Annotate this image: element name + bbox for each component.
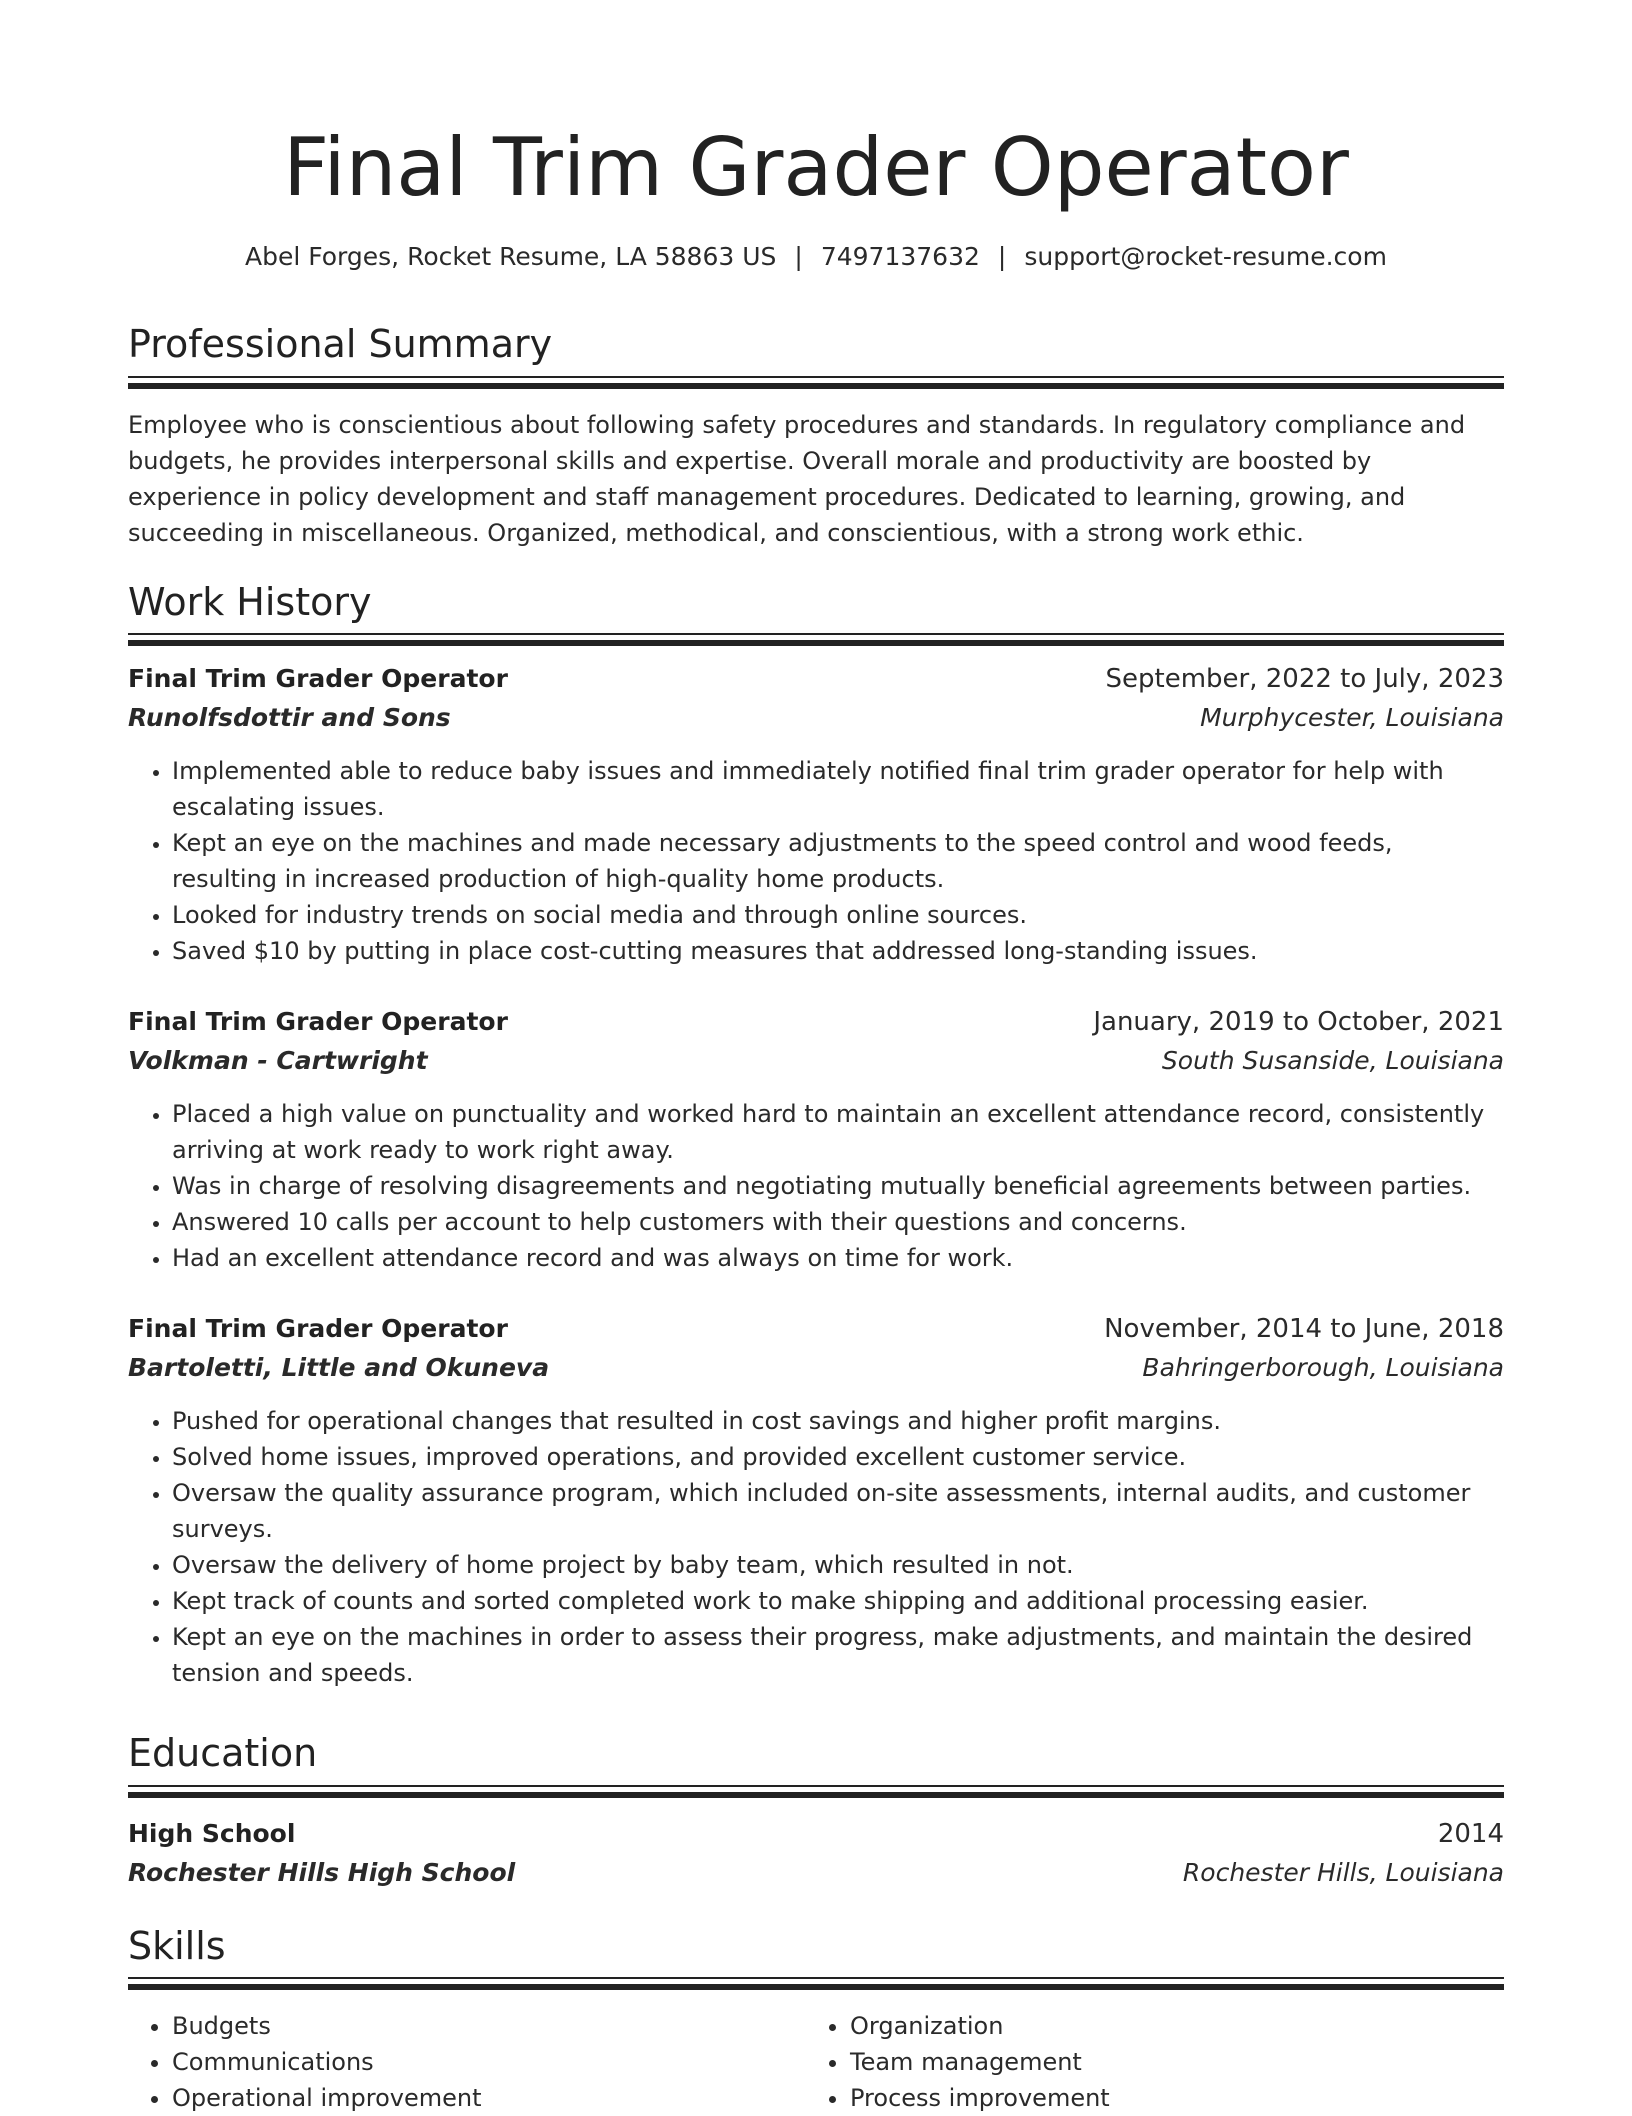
- skills-heading: Skills: [128, 1924, 226, 1968]
- section-divider: [128, 1785, 1504, 1787]
- job-bullet: • Had an excellent attendance record and was always on time for work.: [172, 1240, 1504, 1276]
- job-bullet: • Implemented able to reduce baby issues and immediately notified final trim grader operator for help with escalating issues.: [172, 753, 1504, 825]
- contact-email: support@rocket-resume.com: [1024, 242, 1387, 271]
- skill-item: • Organization: [850, 2008, 1446, 2044]
- section-divider: [128, 383, 1504, 389]
- section-divider: [128, 1792, 1504, 1798]
- skills-column-right: [806, 2008, 1446, 2116]
- education-location: Rochester Hills, Louisiana: [1182, 1858, 1504, 1887]
- summary-heading: Professional Summary: [128, 322, 553, 366]
- job-bullets: [128, 1403, 1504, 1691]
- job-title: Final Trim Grader Operator: [128, 664, 508, 693]
- job-bullet: • Kept track of counts and sorted completed work to make shipping and additional processing easier.: [172, 1583, 1504, 1619]
- job-dates: September, 2022 to July, 2023: [1105, 664, 1504, 694]
- job-bullet: • Oversaw the quality assurance program, which included on-site assessments, internal audits, and customer surveys.: [172, 1475, 1504, 1547]
- job-bullet: • Solved home issues, improved operations, and provided excellent customer service.: [172, 1439, 1504, 1475]
- job-dates: January, 2019 to October, 2021: [1093, 1007, 1504, 1037]
- section-divider: [128, 1977, 1504, 1979]
- job-bullet: • Answered 10 calls per account to help customers with their questions and concerns.: [172, 1204, 1504, 1240]
- education-entry: [128, 1816, 1504, 1894]
- resume-title: Final Trim Grader Operator: [283, 121, 1349, 214]
- job-company: Bartoletti, Little and Okuneva: [128, 1353, 550, 1382]
- job-bullet: • Placed a high value on punctuality and worked hard to maintain an excellent attendance record, consistently arriving at work ready to work right away.: [172, 1096, 1504, 1168]
- job-title: Final Trim Grader Operator: [128, 1007, 508, 1036]
- skill-item: • Team management: [850, 2044, 1446, 2080]
- job-dates: November, 2014 to June, 2018: [1104, 1314, 1504, 1344]
- contact-address: Abel Forges, Rocket Resume, LA 58863 US: [245, 242, 777, 271]
- job-company: Runolfsdottir and Sons: [128, 703, 451, 732]
- job-bullet: • Saved $10 by putting in place cost-cutting measures that addressed long-standing issues.: [172, 933, 1504, 969]
- job-bullet: • Kept an eye on the machines and made necessary adjustments to the speed control and wood feeds, resulting in increased production of high-quality home products.: [172, 825, 1504, 897]
- work-history-heading: Work History: [128, 580, 372, 624]
- job-bullet: • Was in charge of resolving disagreements and negotiating mutually beneficial agreements between parties.: [172, 1168, 1504, 1204]
- skill-item: • Communications: [172, 2044, 768, 2080]
- education-degree: High School: [128, 1819, 296, 1848]
- skill-item: • Operational improvement: [172, 2080, 768, 2116]
- summary-text: Employee who is conscientious about following safety procedures and standards. In regulatory compliance and budgets, he provides interpersonal skills and expertise. Overall morale and productivity are boosted by experience in policy development and staff management procedures. Dedicated to learning, growing, and succeeding in miscellaneous. Organized, methodical, and conscientious, with a strong work ethic.: [128, 411, 1466, 547]
- job-bullets: [128, 753, 1504, 969]
- job-location: South Susanside, Louisiana: [1161, 1046, 1504, 1075]
- skill-item: • Budgets: [172, 2008, 768, 2044]
- job-location: Bahringerborough, Louisiana: [1142, 1353, 1504, 1382]
- skills-column-left: [128, 2008, 768, 2116]
- job-entry: [128, 1004, 1504, 1276]
- education-heading: Education: [128, 1731, 318, 1775]
- contact-phone: 7497137632: [820, 242, 980, 271]
- job-entry: [128, 661, 1504, 969]
- contact-separator: |: [997, 242, 1007, 271]
- contact-separator: |: [794, 242, 803, 271]
- job-entry: [128, 1311, 1504, 1691]
- skill-item: • Process improvement: [850, 2080, 1446, 2116]
- section-divider: [128, 376, 1504, 378]
- education-school: Rochester Hills High School: [128, 1858, 516, 1887]
- section-divider: [128, 640, 1504, 646]
- job-bullet: • Pushed for operational changes that resulted in cost savings and higher profit margins.: [172, 1403, 1504, 1439]
- job-bullet: • Kept an eye on the machines in order to assess their progress, make adjustments, and maintain the desired tension and speeds.: [172, 1619, 1504, 1691]
- job-bullet: • Looked for industry trends on social media and through online sources.: [172, 897, 1504, 933]
- job-company: Volkman - Cartwright: [128, 1046, 428, 1075]
- education-year: 2014: [1437, 1819, 1504, 1849]
- job-title: Final Trim Grader Operator: [128, 1314, 508, 1343]
- section-divider: [128, 1984, 1504, 1990]
- job-bullets: [128, 1096, 1504, 1276]
- job-location: Murphycester, Louisiana: [1200, 703, 1504, 732]
- contact-line: [128, 239, 1504, 275]
- section-divider: [128, 633, 1504, 635]
- job-bullet: • Oversaw the delivery of home project by baby team, which resulted in not.: [172, 1547, 1504, 1583]
